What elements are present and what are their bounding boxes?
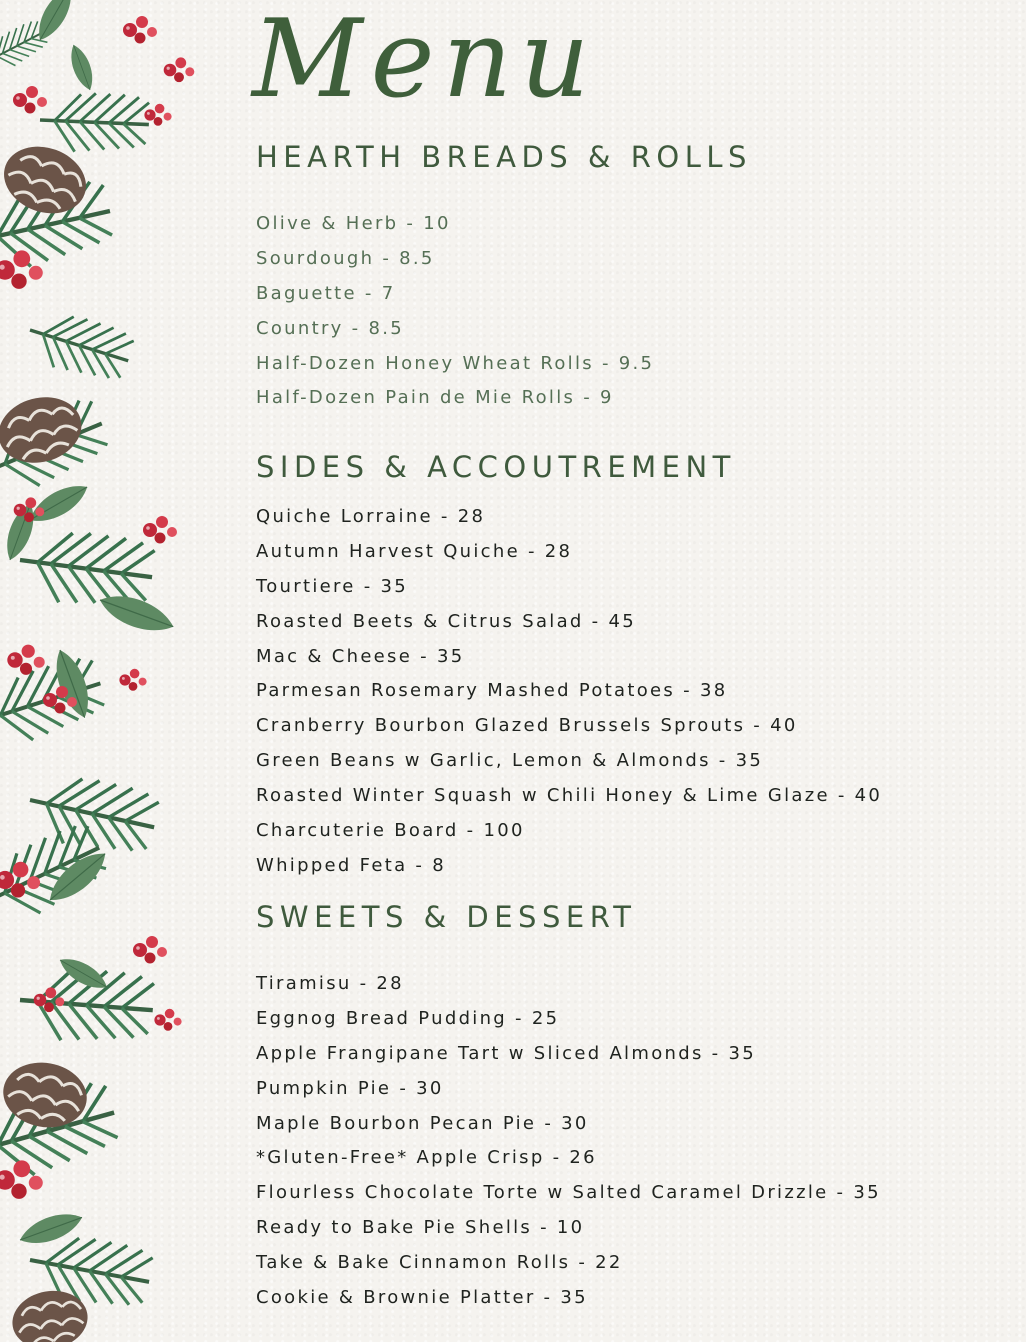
section-heading-breads: HEARTH BREADS & ROLLS (256, 140, 752, 174)
list-item: Olive & Herb - 10 (256, 213, 451, 234)
list-item: Autumn Harvest Quiche - 28 (256, 540, 573, 562)
sweets-list (256, 967, 881, 1316)
list-item: Take & Bake Cinnamon Rolls - 22 (256, 1252, 623, 1274)
list-item: Whipped Feta - 8 (256, 854, 447, 876)
list-item: Apple Frangipane Tart w Sliced Almonds - 35 (256, 1042, 756, 1064)
list-item: Charcuterie Board - 100 (256, 820, 525, 842)
list-item: Eggnog Bread Pudding - 25 (256, 1007, 560, 1029)
list-item: Country - 8.5 (256, 317, 404, 339)
section-heading-sides: SIDES & ACCOUTREMENT (256, 450, 736, 484)
list-item: Flourless Chocolate Torte w Salted Caramel Drizzle - 35 (256, 1182, 881, 1204)
list-item: Half-Dozen Pain de Mie Rolls - 9 (256, 387, 614, 409)
breads-list (256, 207, 654, 416)
list-item: Tiramisu - 28 (256, 973, 404, 994)
list-item: Green Beans w Garlic, Lemon & Almonds - 35 (256, 750, 764, 772)
list-item: *Gluten-Free* Apple Crisp - 26 (256, 1147, 597, 1169)
list-item: Tourtiere - 35 (256, 575, 409, 597)
list-item: Maple Bourbon Pecan Pie - 30 (256, 1112, 589, 1134)
sides-list (256, 500, 882, 884)
list-item: Quiche Lorraine - 28 (256, 506, 486, 527)
list-item: Roasted Beets & Citrus Salad - 45 (256, 610, 637, 632)
list-item: Half-Dozen Honey Wheat Rolls - 9.5 (256, 352, 655, 374)
list-item: Sourdough - 8.5 (256, 247, 435, 269)
list-item: Cookie & Brownie Platter - 35 (256, 1287, 588, 1309)
list-item: Mac & Cheese - 35 (256, 645, 465, 667)
menu-title: Menu (252, 0, 598, 122)
list-item: Parmesan Rosemary Mashed Potatoes - 38 (256, 680, 728, 702)
list-item: Roasted Winter Squash w Chili Honey & Lime Glaze - 40 (256, 785, 883, 807)
list-item: Baguette - 7 (256, 282, 396, 304)
section-heading-sweets: SWEETS & DESSERT (256, 900, 637, 934)
list-item: Ready to Bake Pie Shells - 10 (256, 1217, 585, 1239)
list-item: Pumpkin Pie - 30 (256, 1077, 444, 1099)
winter-garland-illustration (0, 0, 225, 1342)
list-item: Cranberry Bourbon Glazed Brussels Sprouts - 40 (256, 715, 798, 737)
